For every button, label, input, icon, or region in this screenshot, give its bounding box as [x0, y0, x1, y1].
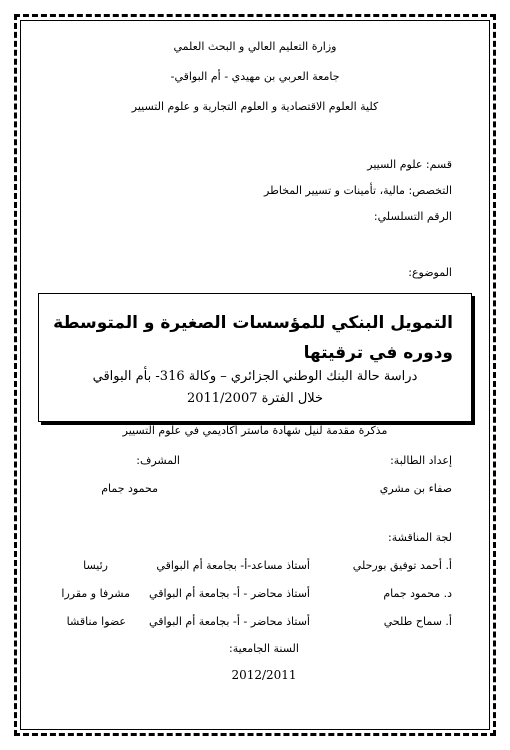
thesis-note: مذكرة مقدمة لنيل شهادة ماستر أكاديمي في علوم التسيير: [122, 424, 388, 437]
thesis-title: التمويل البنكي للمؤسسات الصغيرة و المتوسطة ودوره في ترقيتها: [53, 313, 453, 363]
case-study-line: دراسة حالة البنك الوطني الجزائري – وكالة 316- بأم البواقي: [92, 369, 418, 384]
academic-year: 2012/2011: [231, 668, 297, 682]
committee-member-rank: أستاذ محاضر - أ- بجامعة أم البواقي: [149, 615, 310, 628]
committee-member-name: أ. سماح طلحي: [383, 615, 452, 628]
committee-member-role: مشرفا و مقررا: [61, 587, 130, 600]
supervisor-label: المشرف:: [136, 454, 180, 467]
academic-year-label: السنة الجامعية:: [229, 642, 299, 655]
committee-member-role: رئيسا: [83, 559, 108, 572]
student-label: إعداد الطالبة:: [390, 454, 452, 467]
faculty-line: كلية العلوم الاقتصادية و العلوم التجارية و علوم التسيير: [131, 100, 379, 113]
committee-member-rank: أستاذ مساعد-أ- بجامعة أم البواقي: [156, 559, 310, 572]
period-line: خلال الفترة 2011/2007: [186, 391, 324, 406]
university-line: جامعة العربي بن مهيدي - أم البواقي-: [170, 70, 340, 83]
student-name: صفاء بن مشري: [379, 482, 452, 495]
department-line: قسم: علوم السيير: [367, 158, 452, 171]
committee-member-role: عضوا مناقشا: [66, 615, 126, 628]
subject-label: الموضوع:: [408, 266, 452, 279]
committee-member-name: د. محمود جمام: [383, 587, 452, 600]
serial-number-label: الرقم التسلسلي:: [373, 210, 452, 223]
ministry-line: وزارة التعليم العالي و البحث العلمي: [173, 40, 337, 53]
specialty-line: التخصص: مالية، تأمينات و تسيير المخاطر: [264, 184, 452, 197]
committee-member-name: أ. أحمد توفيق بورحلي: [352, 559, 452, 572]
committee-label: لجة المناقشة:: [388, 531, 452, 544]
committee-member-rank: أستاذ محاضر - أ- بجامعة أم البواقي: [149, 587, 310, 600]
title-box: [38, 293, 472, 422]
supervisor-name: محمود جمام: [101, 482, 158, 495]
